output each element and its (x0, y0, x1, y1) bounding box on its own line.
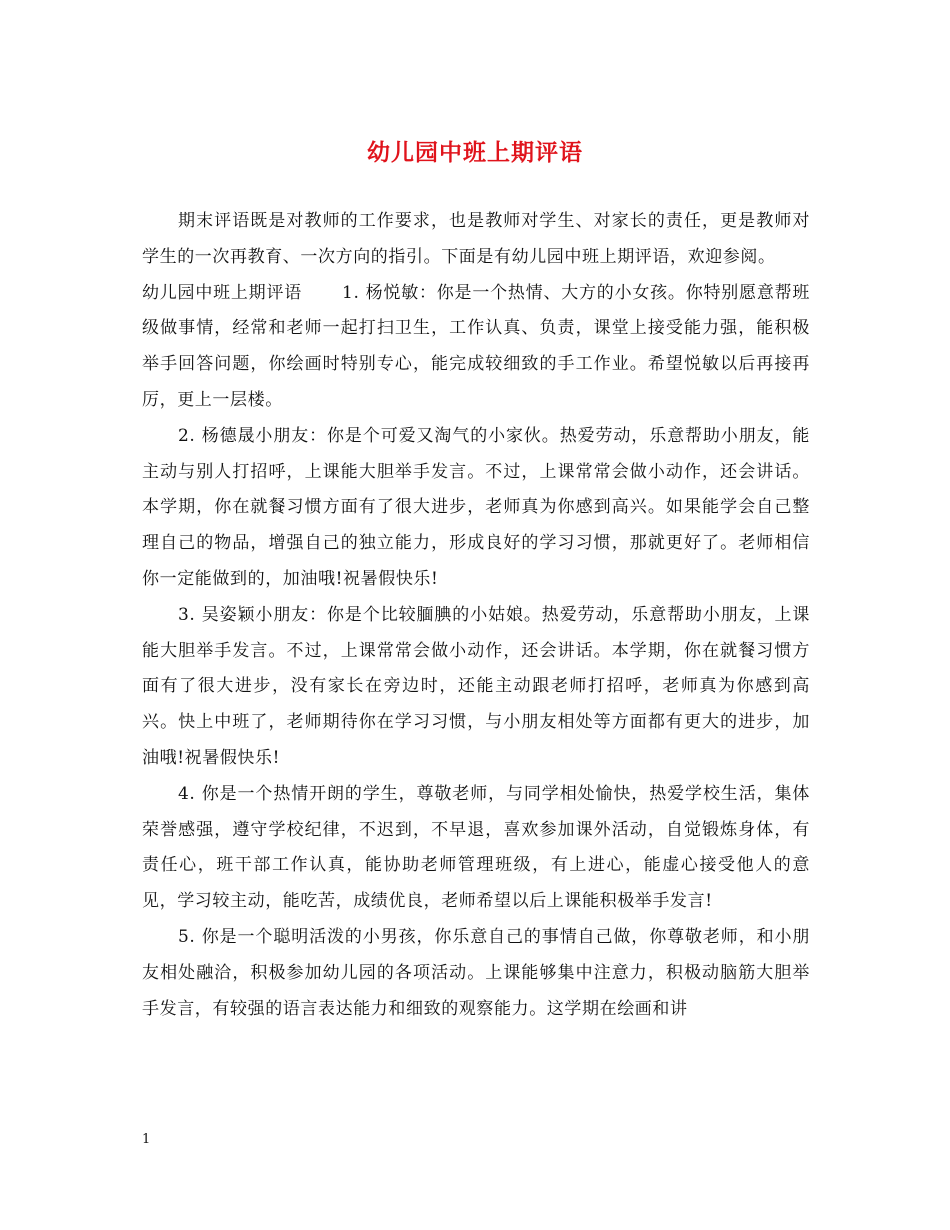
entry-5: 5. 你是一个聪明活泼的小男孩，你乐意自己的事情自己做，你尊敬老师，和小朋友相处融洽，积极参加幼儿园的各项活动。上课能够集中注意力，积极动脑筋大胆举手发言，有较强的语言表达能力和细致的观察能力。这学期在绘画和讲 (142, 926, 810, 1019)
entry-1: 1. 杨悦敏：你是一个热情、大方的小女孩。你特别愿意帮班级做事情，经常和老师一起打扫卫生，工作认真、负责，课堂上接受能力强，能积极举手回答问题，你绘画时特别专心，能完成较细致的手工作业。希望悦敏以后再接再厉，更上一层楼。 (142, 282, 810, 410)
entry-4: 4. 你是一个热情开朗的学生，尊敬老师，与同学相处愉快，热爱学校生活，集体荣誉感强，遵守学校纪律，不迟到，不早退，喜欢参加课外活动，自觉锻炼身体，有责任心，班干部工作认真，能协助老师管理班级，有上进心，能虚心接受他人的意见，学习较主动，能吃苦，成绩优良，老师希望以后上课能积极举手发言! (142, 783, 810, 912)
intro-paragraph: 期末评语既是对教师的工作要求，也是教师对学生、对家长的责任，更是教师对学生的一次再教育、一次方向的指引。下面是有幼儿园中班上期评语，欢迎参阅。 (142, 211, 810, 267)
entry-2: 2. 杨德晟小朋友：你是个可爱又淘气的小家伙。热爱劳动，乐意帮助小朋友，能主动与别人打招呼，上课能大胆举手发言。不过，上课常常会做小动作，还会讲话。本学期，你在就餐习惯方面有了很大进步，老师真为你感到高兴。如果能学会自己整理自己的物品，增强自己的独立能力，形成良好的学习习惯，那就更好了。老师相信你一定能做到的，加油哦!祝暑假快乐! (142, 425, 810, 589)
section-heading: 幼儿园中班上期评语 (142, 282, 303, 303)
page-number: 1 (142, 1132, 151, 1147)
document-body (142, 204, 810, 1027)
document-title: 幼儿园中班上期评语 (367, 139, 583, 166)
entry-3: 3. 吴姿颖小朋友：你是个比较腼腆的小姑娘。热爱劳动，乐意帮助小朋友，上课能大胆举手发言。不过，上课常常会做小动作，还会讲话。本学期，你在就餐习惯方面有了很大进步，没有家长在旁边时，还能主动跟老师打招呼，老师真为你感到高兴。快上中班了，老师期待你在学习习惯，与小朋友相处等方面都有更大的进步，加油哦!祝暑假快乐! (142, 604, 810, 768)
first-entry-paragraph (142, 276, 810, 419)
